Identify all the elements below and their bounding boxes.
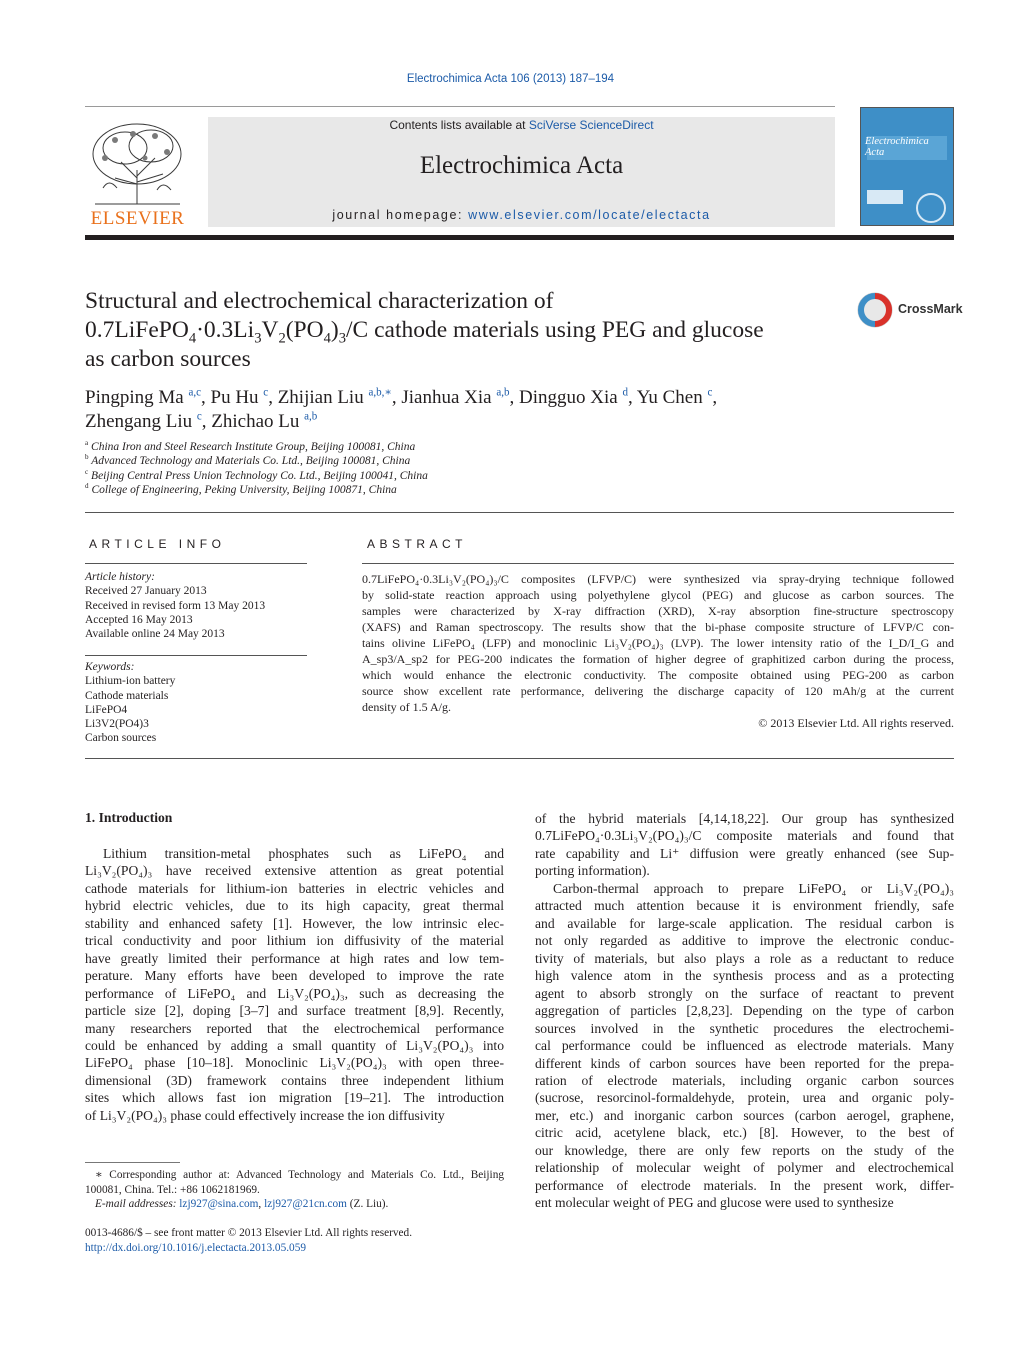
- text-line: high valence atom in the synthesis process and as a protecting: [535, 968, 954, 984]
- article-info-rule: [85, 563, 307, 564]
- text-line: of Li₃V₂(PO₄)₃ phase could effectively increase the ion diffusivity: [85, 1107, 445, 1123]
- text-line: Lithium transition-metal phosphates such as LiFePO₄ and: [103, 846, 504, 861]
- text-line: not only regarded as additive to improve the electronic conduc-: [535, 933, 954, 949]
- author: Zhichao Lu $^{a,b}$: [211, 410, 318, 432]
- text-line: perature. Many efforts have been developed to improve the rate: [85, 968, 504, 984]
- cover-title: Electrochimica Acta: [865, 136, 929, 158]
- article-history: Article history: Received 27 January 2013 Received in revised form 13 May 2013 Accepted 16 May 2013 Available online 24 May 2013: [85, 571, 266, 641]
- affiliation-rule: [85, 512, 954, 513]
- text-line: porting information).: [535, 863, 650, 879]
- text-line: LiFePO₄ phase [10–18]. Monoclinic Li₃V₂(PO₄)₃ with open three-: [85, 1055, 504, 1071]
- section-heading-introduction: 1. Introduction: [85, 810, 173, 825]
- text-line: rate capability and Li⁺ diffusion were greatly enhanced (see Sup-: [535, 845, 954, 861]
- text-line: 0.7LiFePO₄·0.3Li₃V₂(PO₄)₃/C composite materials and found that: [535, 828, 954, 844]
- author: Zhijian Liu $^{a,b,∗}$,: [277, 386, 402, 408]
- text-line: mer, etc.) and inorganic carbon sources (carbon aerogel, graphene,: [535, 1107, 954, 1123]
- issn-line: 0013-4686/$ – see front matter © 2013 Elsevier Ltd. All rights reserved.: [85, 1227, 413, 1239]
- footnote-rule: [85, 1162, 180, 1163]
- text-line: trical conductivity and poor lithium ion diffusivity of the material: [85, 933, 504, 949]
- affiliation: $^b$ Advanced Technology and Materials Co. Ltd., Beijing 100081, China: [85, 453, 411, 468]
- affiliation: $^d$ College of Engineering, Peking University, Beijing 100871, China: [85, 482, 397, 497]
- corresponding-author-note: ∗ Corresponding author at: Advanced Technology and Materials Co. Ltd., Beijing 100081, China. Tel.: +86 1062181969. E-mail addresses: lzj927@sina.com, lzj927@21cn.com (Z. Liu).: [85, 1169, 504, 1210]
- elsevier-wordmark: ELSEVIER: [90, 208, 185, 229]
- text-line: ration of electrode materials, including organic carbon sources: [535, 1072, 954, 1088]
- contents-line: Contents lists available at SciVerse ScienceDirect: [389, 118, 654, 132]
- text-line: dimensional (3D) framework contains three independent lithium: [85, 1072, 504, 1088]
- abstract-text: 0.7LiFePO₄·0.3Li₃V₂(PO₄)₃/C composites (LFVP/C) were synthesized via spray-drying technique followed by solid-state reaction approach using polyethylene glycol (PEG) and glucose as carbon sources. The samples were characterized by X-ray diffraction (XRD), X-ray absorption fine-structure spectroscopy (XAFS) and Raman spectroscopy. The results show that the bi-phase composite structure of LFVP/C con- tains olivine LiFePO₄ (LFP) and monoclinic Li₃V₂(PO₄)₃ (LVP). The lower intensity ratio of the I_D/I_G and A_sp3/A_sp2 for PEG-200 indicates the formation of higher degree of graphitized carbon during the process, which would enhance the electronic conductivity. The composite obtained using PEG-200 as carbon source show excellent rate performance, delivering the discharge capacity of 120 mAh/g at the current density of 1.5 A/g. © 2013 Elsevier Ltd. All rights reserved.: [362, 572, 954, 730]
- text-line: attracted much attention because it is environment friendly, safe: [535, 898, 954, 914]
- journal-cover-thumbnail: [860, 107, 954, 226]
- elsevier-logo: [85, 118, 190, 230]
- text-line: performance of electrode materials. In the present work, differ-: [535, 1177, 954, 1193]
- text-line: and available for large-scale application. The residual carbon is: [535, 915, 954, 931]
- header-thick-rule: [85, 235, 954, 240]
- author: Yu Chen $^c$,: [636, 386, 718, 408]
- journal-name: Electrochimica Acta: [419, 152, 624, 179]
- text-line: agent to absorb strongly on the surface of reactant to prevent: [535, 985, 954, 1001]
- text-line: ent molecular weight of PEG and glucose were used to synthesize: [535, 1195, 894, 1211]
- text-line: citric acid, acetylene black, etc.) [8]. However, to the best of: [535, 1125, 954, 1141]
- text-line: cal performance could be influenced as electrode materials. Many: [535, 1038, 954, 1054]
- text-line: tivity of materials, but also plays a role as a reductant to reduce: [535, 950, 954, 966]
- email-link[interactable]: lzj927@sina.com: [179, 1198, 259, 1210]
- text-line: (sucrose, resorcinol-formaldehyde, protein, urea and organic poly-: [535, 1090, 954, 1106]
- text-line: stability and enhanced safety [1]. However, the low intrinsic elec-: [85, 915, 504, 931]
- email-link[interactable]: lzj927@21cn.com: [264, 1198, 347, 1210]
- text-line: sites which allows fast ion migration [19–21]. The introduction: [85, 1090, 504, 1106]
- text-line: sources involved in the synthetic procedures the electrochemi-: [535, 1020, 954, 1036]
- affiliation: $^c$ Beijing Central Press Union Technology Co. Ltd., Beijing 100041, China: [85, 467, 428, 482]
- abstract-bottom-rule: [85, 758, 954, 759]
- text-line: Li₃V₂(PO₄)₃ have received extensive attention as great potential: [85, 863, 504, 879]
- cover-art-icon: [861, 108, 953, 225]
- homepage-link[interactable]: www.elsevier.com/locate/electacta: [468, 208, 711, 222]
- author: Jianhua Xia $^{a,b}$,: [401, 386, 519, 408]
- abstract-rule: [362, 563, 954, 564]
- text-line: our knowledge, there are only few reports on the study of the: [535, 1142, 954, 1158]
- affiliations: [85, 440, 785, 498]
- text-line: of the hybrid materials [4,14,18,22]. Our group has synthesized: [535, 811, 954, 826]
- text-line: many researchers reported that the electrochemical performance: [85, 1020, 504, 1036]
- text-line: different kinds of carbon sources have been reported for the prepa-: [535, 1055, 954, 1071]
- text-line: cathode materials for lithium-ion batteries in electric vehicles and: [85, 880, 504, 896]
- abstract-heading: ABSTRACT: [367, 537, 468, 551]
- intro-left-column: [85, 845, 504, 1124]
- article-info-heading: ARTICLE INFO: [89, 537, 226, 551]
- text-line: hybrid electric vehicles, due to its high capacity, great thermal: [85, 898, 504, 914]
- intro-right-column-p2: [535, 880, 954, 1212]
- journal-homepage: journal homepage: www.elsevier.com/locate/electacta: [332, 208, 711, 222]
- author: Pingping Ma $^{a,c}$,: [85, 386, 211, 408]
- text-line: Carbon-thermal approach to prepare LiFePO₄ or Li₃V₂(PO₄)₃: [553, 881, 954, 896]
- sciencedirect-link[interactable]: SciVerse ScienceDirect: [528, 118, 654, 132]
- doi-link[interactable]: http://dx.doi.org/10.1016/j.electacta.2013.05.059: [85, 1242, 306, 1254]
- crossmark-badge[interactable]: CrossMark: [857, 290, 957, 330]
- header-top-rule: [85, 106, 835, 107]
- text-line: could be enhanced by adding a small quantity of Li₃V₂(PO₄)₃ into: [85, 1037, 504, 1053]
- text-line: aggregation of particles [2,8,23]. Depending on the type of carbon: [535, 1003, 954, 1019]
- journal-reference[interactable]: Electrochimica Acta 106 (2013) 187–194: [406, 73, 615, 85]
- text-line: particle size [2], doping [3–7] and surface treatment [8,9]. Recently,: [85, 1003, 504, 1019]
- article-title: Structural and electrochemical characterization of $0.7LiFePO_4\cdot 0.3Li_3V_2(PO_4)_3/C$ cathode materials using PEG and glucose as carbon sources: [85, 288, 764, 372]
- author-list: [85, 386, 845, 434]
- author: Pu Hu $^c$,: [210, 386, 278, 408]
- crossmark-icon: [857, 292, 893, 328]
- author: Dingguo Xia $^d$,: [519, 386, 637, 408]
- affiliation: $^a$ China Iron and Steel Research Institute Group, Beijing 100081, China: [85, 439, 416, 453]
- text-line: performance of LiFePO₄ and Li₃V₂(PO₄)₃, such as decreasing the: [85, 985, 504, 1001]
- intro-right-column-p1: [535, 810, 954, 880]
- author: Zhengang Liu $^c$,: [85, 410, 212, 432]
- keywords-rule: [85, 655, 307, 656]
- text-line: relationship of molecular weight of polymer and electrochemical: [535, 1160, 954, 1176]
- keywords: Keywords: Lithium-ion battery Cathode materials LiFePO4 Li3V2(PO4)3 Carbon sources: [85, 661, 176, 745]
- text-line: have greatly limited their performance at high rates and low tem-: [85, 950, 504, 966]
